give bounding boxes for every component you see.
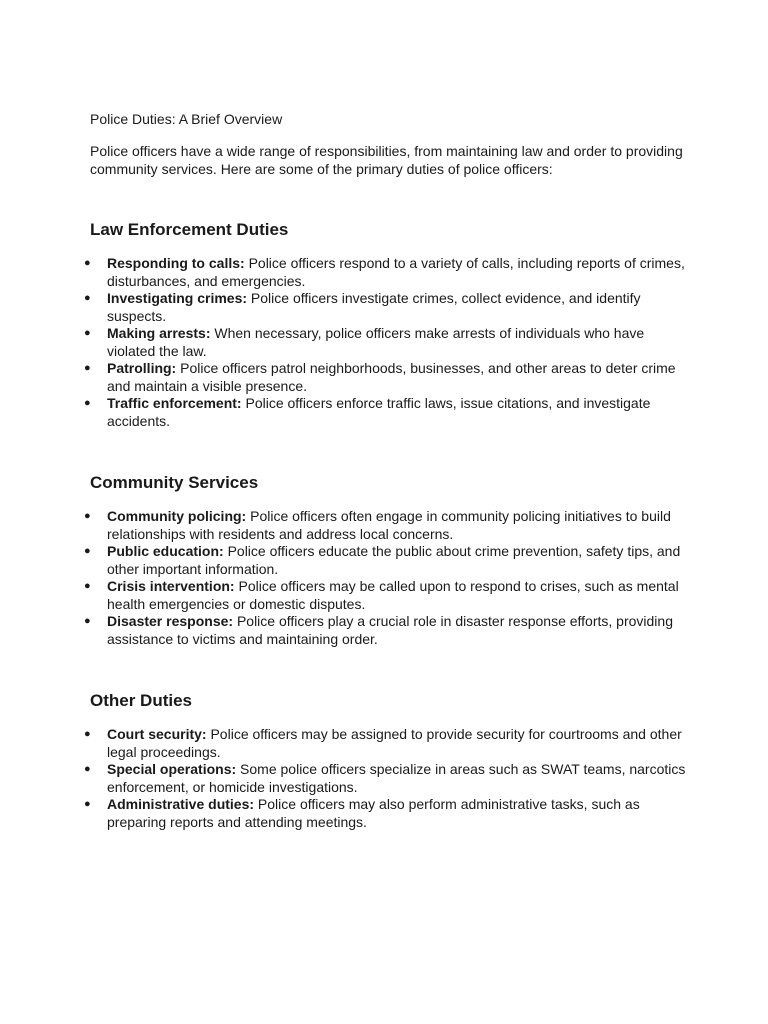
bullet-icon: ●: [84, 327, 91, 339]
bullet-icon: ●: [84, 728, 91, 740]
list-item: [84, 578, 690, 613]
item-text: Police officers may also perform administrative tasks, such as preparing reports and attending meetings.: [107, 796, 640, 830]
list-item: [84, 543, 690, 578]
item-text: Police officers play a crucial role in disaster response efforts, providing assistance to victims and maintaining order.: [107, 613, 673, 647]
document-page: [84, 110, 690, 831]
item-text: Police officers may be called upon to respond to crises, such as mental health emergencies or domestic disputes.: [107, 578, 679, 612]
item-text: Police officers often engage in community policing initiatives to build relationships with residents and address local concerns.: [107, 508, 671, 542]
bullet-icon: ●: [84, 397, 91, 409]
item-text: When necessary, police officers make arrests of individuals who have violated the law.: [107, 325, 645, 359]
bullet-icon: ●: [84, 292, 91, 304]
bullet-icon: ●: [84, 615, 91, 627]
item-term: Disaster response:: [107, 613, 234, 629]
bullet-icon: ●: [84, 798, 91, 810]
item-text: Police officers investigate crimes, collect evidence, and identify suspects.: [107, 290, 641, 324]
bullet-icon: ●: [84, 580, 91, 592]
item-term: Responding to calls:: [107, 255, 245, 271]
item-term: Administrative duties:: [107, 796, 255, 812]
item-term: Making arrests:: [107, 325, 211, 341]
document-title: Police Duties: A Brief Overview: [90, 111, 283, 127]
bullet-icon: ●: [84, 510, 91, 522]
intro-paragraph: Police officers have a wide range of responsibilities, from maintaining law and order to providing community services. Here are some of the primary duties of police officers:: [90, 143, 683, 177]
list-item: [84, 325, 690, 360]
list-item: [84, 726, 690, 761]
list-item: [84, 796, 690, 831]
item-term: Public education:: [107, 543, 224, 559]
list-item: [84, 508, 690, 543]
list-item: [84, 360, 690, 395]
community-services-list: [84, 508, 690, 648]
item-text: Police officers may be assigned to provide security for courtrooms and other legal proceedings.: [107, 726, 682, 760]
item-text: Police officers enforce traffic laws, issue citations, and investigate accidents.: [107, 395, 651, 429]
bullet-icon: ●: [84, 763, 91, 775]
bullet-icon: ●: [84, 545, 91, 557]
item-term: Community policing:: [107, 508, 247, 524]
section-heading-law-enforcement: Law Enforcement Duties: [90, 220, 289, 239]
item-term: Crisis intervention:: [107, 578, 235, 594]
item-term: Patrolling:: [107, 360, 177, 376]
bullet-icon: ●: [84, 362, 91, 374]
list-item: [84, 395, 690, 430]
bullet-icon: ●: [84, 257, 91, 269]
other-duties-list: [84, 726, 690, 831]
list-item: [84, 761, 690, 796]
list-item: [84, 290, 690, 325]
item-text: Police officers patrol neighborhoods, businesses, and other areas to deter crime and maintain a visible presence.: [107, 360, 676, 394]
item-term: Court security:: [107, 726, 207, 742]
item-term: Investigating crimes:: [107, 290, 248, 306]
item-term: Traffic enforcement:: [107, 395, 242, 411]
section-heading-other-duties: Other Duties: [90, 691, 193, 710]
item-text: Police officers respond to a variety of calls, including reports of crimes, disturbances, and emergencies.: [107, 255, 685, 289]
item-term: Special operations:: [107, 761, 237, 777]
list-item: [84, 255, 690, 290]
law-enforcement-list: [84, 255, 690, 430]
item-text: Some police officers specialize in areas such as SWAT teams, narcotics enforcement, or homicide investigations.: [107, 761, 686, 795]
section-heading-community-services: Community Services: [90, 473, 259, 492]
list-item: [84, 613, 690, 648]
item-text: Police officers educate the public about crime prevention, safety tips, and other important information.: [107, 543, 681, 577]
